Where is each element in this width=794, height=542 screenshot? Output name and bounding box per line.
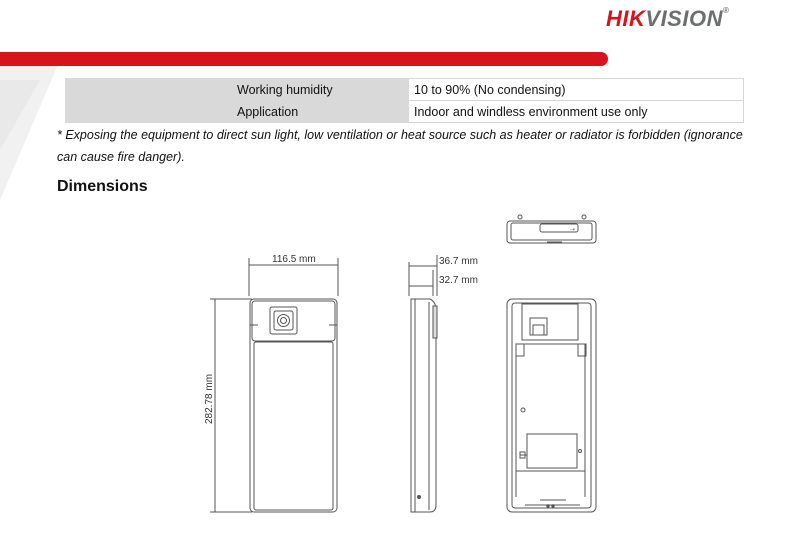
spec-key: Working humidity [66,79,409,101]
depth-outer-label: 36.7 mm [439,256,478,267]
back-view [507,299,596,512]
side-view [409,255,478,512]
depth-inner-label: 32.7 mm [439,275,478,286]
safety-note: * Exposing the equipment to direct sun light, low ventilation or heat source such as heater or radiator is forbidden (ignorance can cause fire danger). [57,128,743,164]
spec-value: Indoor and windless environment use only [409,101,744,123]
width-dimension-label: 116.5 mm [272,254,316,265]
spec-key: Application [66,101,409,123]
height-dimension-label: 282.78 mm [204,373,215,424]
front-view [204,254,338,512]
spec-value: 10 to 90% (No condensing) [409,79,744,101]
hikvision-logo: HIKVISION® [606,6,730,31]
svg-text:⇢: ⇢ [570,227,576,233]
section-title: Dimensions [57,178,148,195]
top-view [507,215,596,243]
